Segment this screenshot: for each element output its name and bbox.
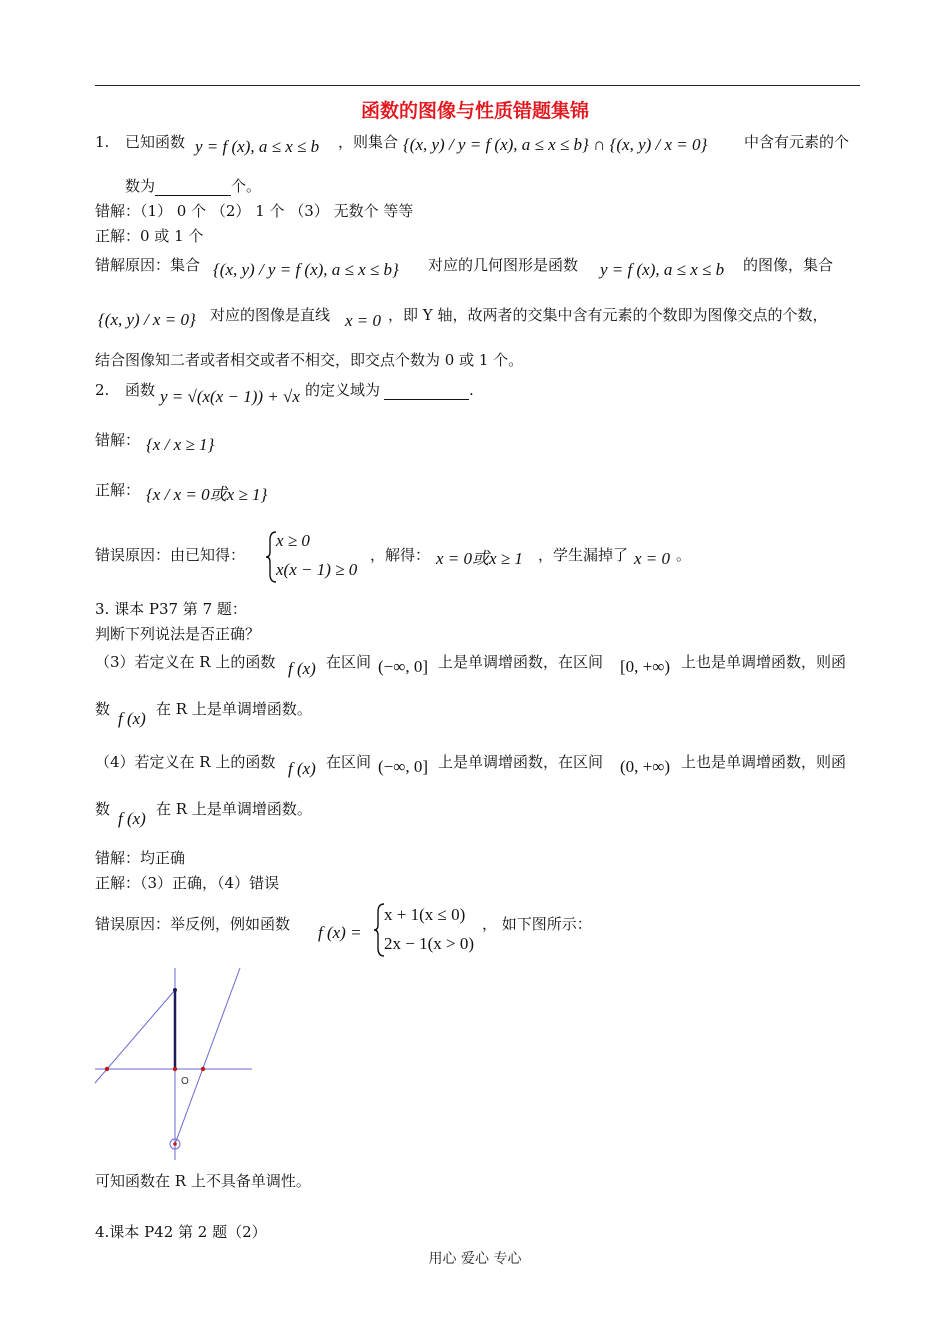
q3-p4-interval2: (0, +∞) <box>620 757 671 776</box>
q1-reason-tail: 的图像，集合 <box>743 256 834 274</box>
q4-heading: 4.课本 P42 第 2 题（2） <box>95 1223 267 1241</box>
page-title: 函数的图像与性质错题集锦 <box>360 100 589 122</box>
q1-reason-label: 错解原因：集合 <box>95 256 201 274</box>
q3-p3-e: 数 <box>95 700 111 718</box>
q3-question: 判断下列说法是否正确？ <box>95 625 261 643</box>
q1-reason-mid2: 对应的图像是直线 <box>210 306 331 324</box>
q2-reason-mid2: ，学生漏掉了 <box>538 546 629 564</box>
q2-right-expression: {x / x = 0或x ≥ 1} <box>146 485 268 504</box>
q3-p3-d: 上也是单调增函数，则函 <box>681 653 847 671</box>
q1-number: 1. <box>95 133 110 151</box>
q1-reason-line3: 结合图像知二者或者相交或者不相交，即交点个数为 0 或 1 个。 <box>95 351 524 369</box>
q3-conclusion: 可知函数在 R 上不具备单调性。 <box>95 1172 311 1190</box>
q3-reason-label: 错误原因：举反例，例如函数 <box>95 915 291 933</box>
q1-mid: ，则集合 <box>338 133 399 151</box>
origin-label: O <box>181 1076 189 1087</box>
q3-right-answer: 正解：（3）正确，（4）错误 <box>95 874 280 892</box>
q3-reason-tail: ， 如下图所示： <box>482 915 592 933</box>
q3-p4-fx: f (x) <box>288 759 316 778</box>
q2-reason-label: 错误原因：由已知得： <box>95 546 246 564</box>
q2-solution: x = 0或x ≥ 1 <box>436 549 523 568</box>
q3-heading: 3. 课本 P37 第 7 题： <box>95 600 247 618</box>
q1-reason-mid: 对应的几何图形是函数 <box>428 256 579 274</box>
q3-p4-interval1: (−∞, 0] <box>378 757 429 776</box>
point-x-intercept-left <box>105 1067 109 1071</box>
q3-wrong-answer: 错解：均正确 <box>95 849 186 867</box>
q2-reason-mid: ，解得： <box>370 546 431 564</box>
q2-tail: 的定义域为 . <box>305 381 474 399</box>
page-footer: 用心 爱心 专心 <box>428 1251 522 1267</box>
q3-p4-fx2: f (x) <box>118 809 146 828</box>
point-origin <box>173 1067 177 1071</box>
q3-piecewise-lhs: f (x) = <box>318 923 362 942</box>
q3-p3-b: 在区间 <box>326 653 372 671</box>
header-rule <box>95 85 860 86</box>
q3-p4-d: 上也是单调增函数，则函 <box>681 753 847 771</box>
q3-p3-f: 在 R 上是单调增函数。 <box>156 700 312 718</box>
q3-p4-b: 在区间 <box>326 753 372 771</box>
q2-reason-end: 。 <box>676 546 692 564</box>
q3-p4-c: 上是单调增函数，在区间 <box>438 753 604 771</box>
right-branch-line <box>175 968 240 1144</box>
q3-p4-a: （4）若定义在 R 上的函数 <box>95 753 276 771</box>
q2-system-line2: x(x − 1) ≥ 0 <box>276 560 358 579</box>
q1-function: y = f (x), a ≤ x ≤ b <box>195 137 320 156</box>
q3-graph <box>90 960 260 1165</box>
q1-reason-set1: {(x, y) / y = f (x), a ≤ x ≤ b} <box>213 260 399 279</box>
q3-p3-fx2: f (x) <box>118 709 146 728</box>
q3-p3-interval2: [0, +∞) <box>620 657 671 676</box>
q1-line2: 数为 个。 <box>125 177 262 195</box>
q2-intro: 函数 <box>125 381 156 399</box>
q3-p3-a: （3）若定义在 R 上的函数 <box>95 653 276 671</box>
point-x-intercept-right <box>201 1067 205 1071</box>
q2-right-label: 正解： <box>95 481 141 499</box>
q1-reason-set2: {(x, y) / x = 0} <box>98 310 196 329</box>
q1-intro: 已知函数 <box>125 133 186 151</box>
q3-piece2: 2x − 1(x > 0) <box>384 934 474 953</box>
q2-missed-value: x = 0 <box>634 549 671 568</box>
q3-p3-interval1: (−∞, 0] <box>378 657 429 676</box>
q3-p4-e: 数 <box>95 800 111 818</box>
q3-piece1: x + 1(x ≤ 0) <box>384 905 466 924</box>
q1-reason-tail2: ，即 Y 轴，故两者的交集中含有元素的个数即为图像交点的个数， <box>388 306 828 324</box>
q1-reason-function: y = f (x), a ≤ x ≤ b <box>600 260 725 279</box>
q1-reason-line: x = 0 <box>345 311 382 330</box>
q2-function: y = √(x(x − 1)) + √x <box>160 387 300 406</box>
point-0-neg1 <box>173 1142 177 1146</box>
q3-p4-f: 在 R 上是单调增函数。 <box>156 800 312 818</box>
q1-wrong-answer: 错解：（1） 0 个 （2） 1 个 （3） 无数个 等等 <box>95 202 414 220</box>
q2-number: 2. <box>95 381 110 399</box>
point-0-1 <box>173 988 177 992</box>
q1-set-expression: {(x, y) / y = f (x), a ≤ x ≤ b} ∩ {(x, y) / x = 0} <box>403 135 708 154</box>
q2-wrong-expression: {x / x ≥ 1} <box>146 435 215 454</box>
q3-p3-fx: f (x) <box>288 659 316 678</box>
q1-tail: 中含有元素的个 <box>744 133 850 151</box>
q3-p3-c: 上是单调增函数，在区间 <box>438 653 604 671</box>
q1-right-answer: 正解：0 或 1 个 <box>95 227 204 245</box>
q2-wrong-label: 错解： <box>95 431 141 449</box>
q2-system-line1: x ≥ 0 <box>276 531 310 550</box>
